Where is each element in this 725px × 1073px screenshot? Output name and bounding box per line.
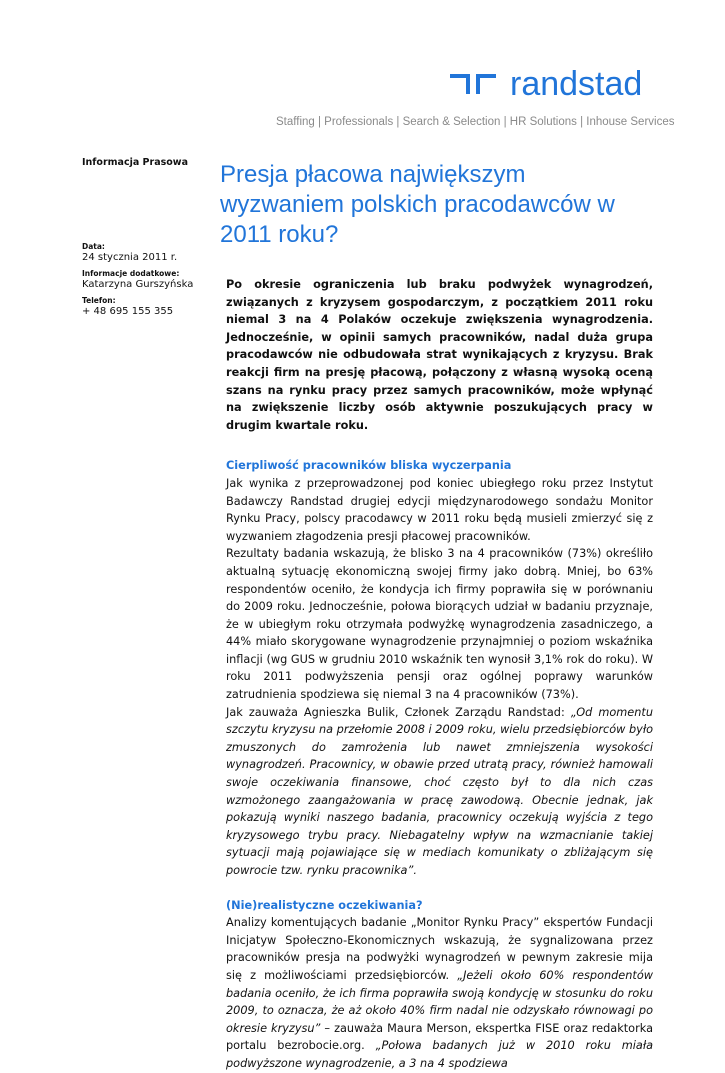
randstad-logo (448, 62, 658, 106)
article-title: Presja płacowa największym wyzwaniem polskich pracodawców w 2011 roku? (220, 161, 615, 248)
services-tagline: Staffing | Professionals | Search & Selection | HR Solutions | Inhouse Services (276, 116, 675, 128)
article-body (226, 276, 653, 1073)
analysis-intro: Analizy komentujących badanie „Monitor Rynku Pracy” ekspertów Fundacji Inicjatyw Społeczno-Ekonomicznych wskazują, że sygnalizowana przez pracowników presja na podwyżki wynagrodzeń w pewnym zakresie mija się z możliwościami przedsiębiorców. (226, 916, 653, 982)
date-value: 24 stycznia 2011 r. (82, 252, 178, 263)
date-label: Data: (82, 242, 105, 251)
section-heading-patience: Cierpliwość pracowników bliska wyczerpania (226, 459, 512, 473)
quote-attribution: – zauważa Maura Merson, ekspertka FISE oraz redaktorka portalu bezrobocie.org. (226, 1021, 654, 1053)
randstad-logo-icon (448, 72, 498, 96)
paragraph: Rezultaty badania wskazują, że blisko 3 na 4 pracowników (73%) określiło aktualną sytuację ekonomiczną swojej firmy jako dobrą. Mniej, bo 63% respondentów oceniło, że kondycja ich firmy poprawiła się w porównaniu do 2009 roku. Jednocześnie, połowa biorących udział w badaniu przyznaje, że w ubiegłym roku otrzymała podwyżkę wynagrodzenia zasadniczego, a 44% miało skorygowane wynagrodzenie przynajmniej o poziom wskaźnika inflacji (wg GUS w grudniu 2010 wskaźnik ten wynosił 3,1% rok do roku). W roku 2011 podwyższenia pensji oraz ogólnej poprawy warunków zatrudnienia spodziewa się niemal 3 na 4 pracowników (73%). (226, 547, 653, 702)
lead-paragraph: Po okresie ograniczenia lub braku podwyżek wynagrodzeń, związanych z kryzysem gospodarczym, z początkiem 2011 roku niemal 3 na 4 Polaków oczekuje zwiększenia wynagrodzenia. Jednocześnie, w opinii samych pracowników, nadal duża grupa pracodawców nie odbudowała strat wynikających z kryzysu. Brak reakcji firm na presję płacową, połączony z własną wysoką oceną szans na rynku pracy przez samych pracowników, może wpłynąć na zwiększenie liczby osób aktywnie poszukujących pracy w drugim kwartale roku. (226, 278, 653, 432)
quote-text: „Od momentu szczytu kryzysu na przełomie 2008 i 2009 roku, wielu przedsiębiorców było zmuszonych do zamrożenia lub nawet zmniejszenia wysokości wynagrodzeń. Pracownicy, w obawie przed utratą pracy, również hamowali swoje oczekiwania finansowe, choć często był to dla nich czas wzmożonego zaangażowania w pracę zawodową. Obecnie jednak, jak pokazują wyniki naszego badania, pracownicy oczekują wyjścia z tego kryzysowego trybu pracy. Niebagatelny wpływ na wzmacnianie takiej sytuacji mają pojawiające się w mediach komunikaty o zbliżającym się powrocie tzw. rynku pracownika”. (226, 705, 653, 877)
logo-wordmark: randstad (510, 65, 643, 103)
paragraph-quote (226, 914, 653, 1072)
sidebar (82, 157, 202, 323)
paragraph-quote (226, 704, 653, 880)
quote-intro: Jak zauważa Agnieszka Bulik, Członek Zarządu Randstad: (226, 705, 571, 719)
paragraph: Jak wynika z przeprowadzonej pod koniec ubiegłego roku przez Instytut Badawczy Randstad drugiej edycji międzynarodowego sondażu Monitor Rynku Pracy, polscy pracodawcy w 2011 roku będą musieli zmierzyć się z wyzwaniem złagodzenia presji płacowej pracowników. (226, 476, 653, 543)
extra-info-label: Informacje dodatkowe: (82, 269, 180, 278)
section-heading-expectations: (Nie)realistyczne oczekiwania? (226, 898, 423, 912)
phone-value: + 48 695 155 355 (82, 306, 174, 317)
press-label: Informacja Prasowa (82, 157, 188, 168)
quote-text: „Jeżeli około 60% respondentów badania oceniło, że ich firma poprawiła swoją kondycję w stosunku do roku 2009, to oznacza, że aż około 40% firm nadal nie odzyskało równowagi po okresie kryzysu” (226, 968, 653, 1035)
quote-text: „Połowa badanych już w 2010 roku miała podwyższone wynagrodzenie, a 3 na 4 spodziewa (226, 1039, 653, 1070)
phone-label: Telefon: (82, 296, 116, 305)
contact-name: Katarzyna Gurszyńska (82, 279, 194, 290)
